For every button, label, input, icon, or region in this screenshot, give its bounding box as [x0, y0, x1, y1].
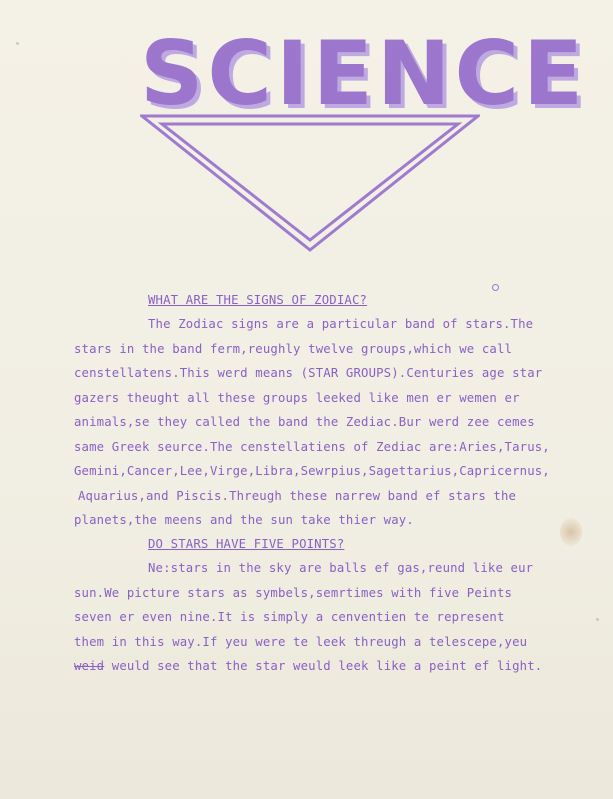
- body-line: animals,se they called the band the Zediac.Bur werd zee cemes: [74, 415, 535, 429]
- body-line: same Greek seurce.The censtellatiens of Zediac are:Aries,Tarus,: [74, 440, 550, 454]
- section-heading-stars: DO STARS HAVE FIVE POINTS?: [148, 537, 345, 551]
- body-line: gazers theught all these groups leeked like men er wemen er: [74, 391, 520, 405]
- body-line: Aquarius,and Piscis.Threugh these narrew band ef stars the: [78, 489, 517, 503]
- body-line: seven er even nine.It is simply a cenventien te represent: [74, 610, 505, 624]
- science-banner: [140, 18, 588, 253]
- last-line-text: weuld see that the star weuld leek like a peint ef light.: [104, 659, 543, 673]
- struck-word: weid: [74, 659, 105, 673]
- body-line: sun.We picture stars as symbels,semrtimes with five Peints: [74, 586, 513, 600]
- stray-ink-dot: [492, 284, 499, 291]
- body-line: censtellatens.This werd means (STAR GROUPS).Centuries age star: [74, 366, 543, 380]
- paper-stain: [560, 518, 582, 546]
- body-line: stars in the band ferm,reughly twelve groups,which we call: [74, 342, 513, 356]
- banner-title: SCIENCE: [140, 22, 588, 125]
- body-line: Ne:stars in the sky are balls ef gas,reund like eur: [148, 561, 534, 575]
- body-line: Gemini,Cancer,Lee,Virge,Libra,Sewrpius,Sagettarius,Capricernus,: [74, 464, 550, 478]
- paper-spot: [596, 618, 599, 621]
- section-heading-zodiac: WHAT ARE THE SIGNS OF ZODIAC?: [148, 293, 368, 307]
- body-line: The Zodiac signs are a particular band of stars.The: [148, 317, 534, 331]
- body-line: planets,the meens and the sun take thier way.: [74, 513, 414, 527]
- body-line-last: [74, 659, 542, 673]
- body-line: them in this way.If yeu were te leek threugh a telescepe,yeu: [74, 635, 528, 649]
- paper-spot: [16, 42, 19, 45]
